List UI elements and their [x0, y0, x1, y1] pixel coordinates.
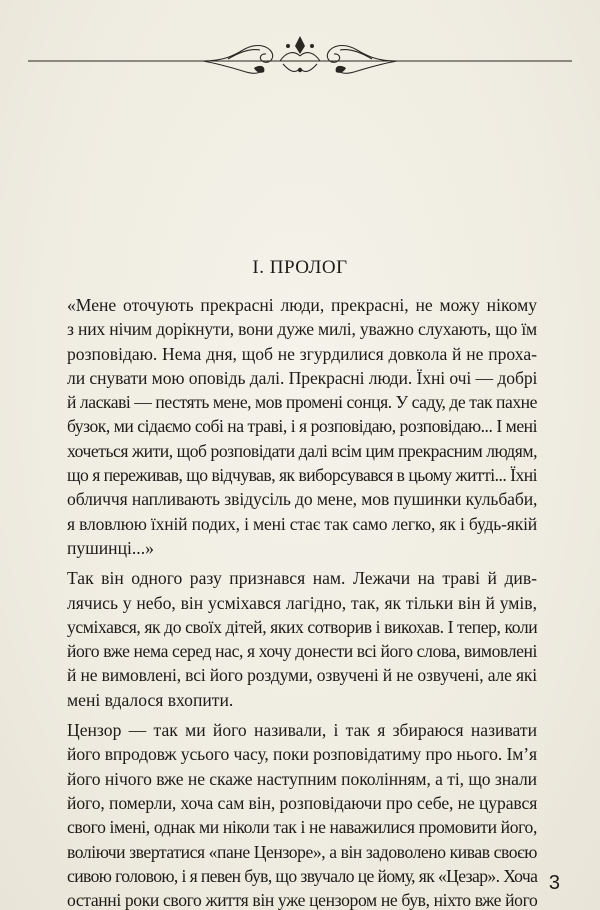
paragraph	[67, 293, 537, 560]
text-line: воліючи звертатися «пане Цензоре», а він задоволено кивав своєю	[67, 841, 537, 862]
text-line: свого імені, однак ми ніколи так і не наважилися промовити його,	[67, 817, 537, 838]
text-line: Так він одного разу признався нам. Лежачи на траві й див-	[67, 568, 537, 589]
text-line: останні роки свого життя він уже цензором не був, ніхто вже його	[67, 890, 538, 910]
flourish-divider-icon	[28, 28, 572, 78]
text-line: пушинці...»	[67, 537, 154, 558]
text-line: сивою головою, і я певен був, що звучало це йому, як «Цезар». Хоча	[67, 865, 538, 886]
text-line: розповідаю. Нема дня, щоб не згурдилися довкола й не проха-	[67, 343, 537, 364]
text-line: хочеться жити, щоб розповідати далі всім цим прекрасним людям,	[67, 440, 537, 461]
text-line: його впродовж усього часу, поки розповідатиму про нього. Ім’я	[67, 744, 537, 765]
text-line: його вже нема серед нас, я хочу донести всі його слова, вимовлені	[67, 641, 537, 662]
text-line: лячись у небо, він усміхався лагідно, так, як тільки він й умів,	[67, 592, 537, 613]
text-line: й ласкаві — пестять мене, мов промені сонця. У саду, де так пахне	[67, 392, 537, 413]
page-number: 3	[548, 872, 560, 894]
text-line: й не вимовлені, всі його роздуми, озвучені й не озвучені, але які	[67, 665, 537, 686]
text-line: Цензор — так ми його називали, і так я збираюся називати	[67, 720, 537, 741]
chapter-title: І. ПРОЛОГ	[252, 257, 348, 278]
text-line: бузок, ми сідаємо собі на траві, і я розповідаю, розповідаю... І мені	[67, 416, 537, 437]
text-line: його, померли, хоча сам він, розповідаючи про себе, не цурався	[67, 792, 538, 813]
text-line: ли снувати мою оповідь далі. Прекрасні люди. Їхні очі — добрі	[67, 367, 538, 388]
text-line: обличчя напливають звідусіль до мене, мов пушинки кульбаби,	[67, 489, 538, 510]
body-text	[67, 293, 537, 910]
text-line: що я переживав, що відчував, як виборсувався в цьому житті... Їхні	[67, 465, 537, 486]
text-line: з них нічим дорікнути, вони дуже милі, уважно слухають, що їм	[67, 319, 537, 340]
text-line: усміхався, як до своїх дітей, яких сотворив і викохав. І тепер, коли	[67, 616, 538, 637]
text-line: я вловлюю їхній подих, і мені стає так само легко, як і будь-якій	[67, 513, 537, 534]
text-line: його нічого вже не скаже наступним поколінням, а ті, що знали	[67, 768, 537, 789]
text-line: «Мене оточують прекрасні люди, прекрасні, не можу нікому	[67, 295, 537, 315]
paragraph	[67, 566, 537, 712]
paragraph	[67, 718, 537, 910]
text-line: мені вдалося вхопити.	[67, 689, 234, 710]
